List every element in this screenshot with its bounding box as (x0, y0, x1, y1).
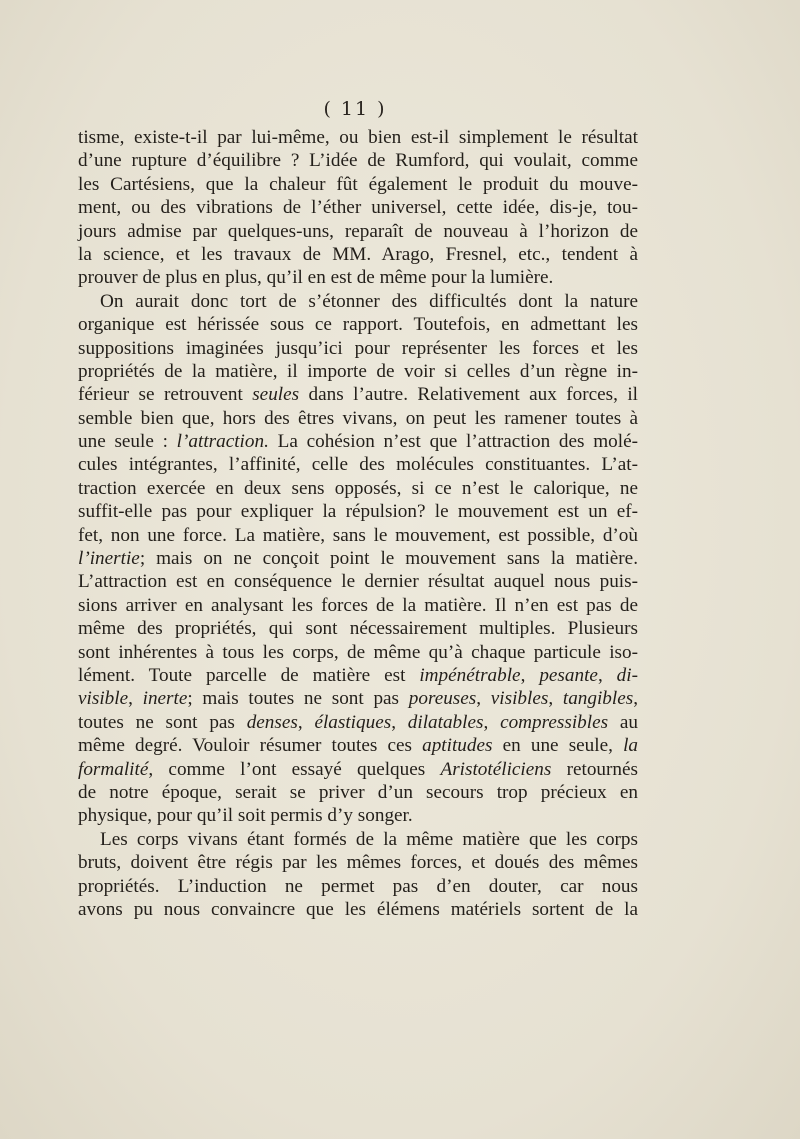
text-line: avons pu nous convaincre que les élémens matériels sortent de la (78, 898, 638, 920)
text-line: l’inertie; mais on ne conçoit point le mouvement sans la matière. (78, 548, 638, 570)
text-line: ment, ou des vibrations de l’éther universel, cette idée, dis-je, tou- (78, 197, 638, 219)
text-line: d’une rupture d’équilibre ? L’idée de Rumford, qui voulait, comme (78, 150, 638, 172)
text-line: férieur se retrouvent seules dans l’autre. Relativement aux forces, il (78, 384, 638, 406)
text-line: jours admise par quelques-uns, reparaît de nouveau à l’horizon de (78, 220, 638, 242)
text-line: tisme, existe-t-il par lui-même, ou bien est-il simplement le résultat (78, 127, 638, 148)
text-line: formalité, comme l’ont essayé quelques Aristotéliciens retournés (78, 758, 638, 780)
paragraph (78, 126, 638, 290)
body-text (78, 126, 638, 921)
text-line: cules intégrantes, l’affinité, celle des molécules constituantes. L’at- (78, 454, 638, 476)
text-line: L’attraction est en conséquence le dernier résultat auquel nous puis- (78, 571, 638, 593)
text-line: propriétés. L’induction ne permet pas d’en douter, car nous (78, 875, 638, 897)
text-line: les Cartésiens, que la chaleur fût également le produit du mouve- (78, 173, 638, 195)
text-line: lément. Toute parcelle de matière est impénétrable, pesante, di- (78, 664, 638, 686)
paragraph (78, 290, 638, 828)
text-line: suffit-elle pas pour expliquer la répulsion? le mouvement est un ef- (78, 501, 638, 523)
text-line: sions arriver en analysant les forces de la matière. Il n’en est pas de (78, 594, 638, 616)
text-line: physique, pour qu’il soit permis d’y songer. (78, 805, 413, 827)
text-line: prouver de plus en plus, qu’il en est de même pour la lumière. (78, 267, 554, 289)
text-line: organique est hérissée sous ce rapport. Toutefois, en admettant les (78, 314, 638, 336)
text-line: la science, et les travaux de MM. Arago, Fresnel, etc., tendent à (78, 243, 638, 265)
text-line: même des propriétés, qui sont nécessairement multiples. Plusieurs (78, 618, 638, 640)
text-line: bruts, doivent être régis par les mêmes forces, et doués des mêmes (78, 852, 638, 874)
text-line: une seule : l’attraction. La cohésion n’est que l’attraction des molé- (78, 431, 638, 453)
text-line: même degré. Vouloir résumer toutes ces aptitudes en une seule, la (78, 735, 638, 757)
text-line: fet, non une force. La matière, sans le mouvement, est possible, d’où (78, 524, 638, 546)
text-line: suppositions imaginées jusqu’ici pour représenter les forces et les (78, 337, 638, 359)
text-line: traction exercée en deux sens opposés, si ce n’est le calorique, ne (78, 477, 638, 499)
text-line: On aurait donc tort de s’étonner des difficultés dont la nature (100, 290, 638, 312)
text-line: propriétés de la matière, il importe de voir si celles d’un règne in- (78, 360, 638, 382)
page-number: ( 11 ) (323, 98, 387, 120)
text-line: semble bien que, hors des êtres vivans, on peut les ramener toutes à (78, 407, 638, 429)
paragraph (78, 828, 638, 922)
text-line: de notre époque, serait se priver d’un secours trop précieux en (78, 781, 638, 803)
text-line: visible, inerte; mais toutes ne sont pas poreuses, visibles, tangibles, (78, 688, 639, 710)
text-line: Les corps vivans étant formés de la même matière que les corps (100, 828, 638, 850)
text-line: sont inhérentes à tous les corps, de même qu’à chaque particule iso- (78, 641, 638, 663)
text-line: toutes ne sont pas denses, élastiques, dilatables, compressibles au (78, 711, 638, 733)
